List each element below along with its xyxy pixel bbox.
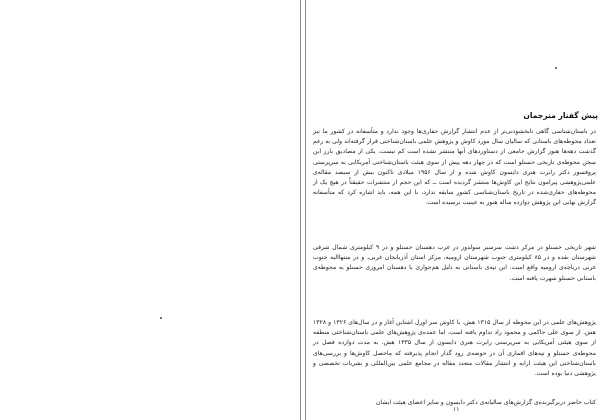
paragraph-4: کتاب حاضر دربرگیرنده‌ی گزارش‌های سالیانه‌ی دکتر دایسون و سایر اعضای هیئت ایشان	[375, 399, 596, 406]
paragraph-3-block	[313, 318, 596, 379]
paragraph-2-block	[313, 243, 596, 284]
page-number: ۱۱	[453, 406, 460, 413]
page-speck	[555, 67, 557, 69]
paragraph-2: شهر تاریخی حسنلو در مرکز دشت سرسبز سولدوز در غرب دهستان حسنلو و در ۹ کیلومتری شمال شرقی شهرستان نقده و در ۸۵ کیلومتری جنوب شهرستان ارومیه، مرکز استان آذربایجان غربی، و در منتهاالیه جنوب غربی دریاچه‌ی ارومیه واقع است. این تپه‌ی باستانی به دلیل هم‌جواری با دهستان امروزی حسنلو به محوطه‌ی باستانی حسنلو شهرت یافته است.	[313, 244, 596, 282]
paragraph-1: در باستان‌شناسی گاهی نابخشودنی‌تر از عدم انتشار گزارش حفاری‌ها وجود ندارد و متأسفانه در کشور ما نیز تعداد محوطه‌های باستانی که سالیان سال مورد کاوش و پژوهش علمی باستان‌شناختی قرار گرفته‌اند ولی به رغم گذشت دهه‌ها هنوز گزارش جامعی از دستاوردهای آنها منتشر نشده است کم نیست. یکی از مصادیق بارز این سخن محوطه‌ی تاریخی حسنلو است که در چهار دهه پیش از سوی هیئت باستان‌شناختی آمریکایی به سرپرستی پروفسور دکتر رابرت هنری دایسون کاوش شده و از سال ۱۹۵۶ میلادی تاکنون بیش از سیصد مقاله‌ی علمی‌پژوهشی پیرامون نتایج این کاوش‌ها منتشر گردیده است ــ که این حجم از منتشرات حقیقتاً در هیچ یک از محوطه‌های حفاری‌شده در تاریخ باستان‌شناسی کشور سابقه ندارد، با این همه، باید اشاره کرد که متأسفانه گزارش نهایی این پژوهش دوازده ساله هنوز به عینیت نرسیده است.	[313, 128, 596, 207]
left-page	[0, 0, 301, 420]
paragraph-1-block	[313, 127, 596, 209]
page-speck	[160, 317, 162, 319]
section-heading: پیش گفتار مترجمان	[523, 111, 598, 120]
paragraph-3: پژوهش‌های علمی در این محوطه از سال ۱۳۱۵ هش. با کاوش سر اورل اشتاین آغاز و در سال‌های ۱۳۲۶ و ۱۳۲۸ هش. از سوی علی حاکمی و محمود راد تداوم یافته است، اما عمده‌ی پژوهش‌های علمی باستان‌شناختی منطقه از سوی هیئتی آمریکایی به سرپرستی رابرت هنری دایسون از سال ۱۳۳۵ هش. به مدت دوازده فصل در محوطه‌ی حسنلو و تپه‌های اقماری آن در حوضه‌ی رود گدار انجام پذیرفته که ماحصل کاوش‌ها و بررسی‌های باستان‌شناختی این هیئت ارایه و انتشار مقالات متعدد مقاله در مجامع علمی بین‌المللی و نشریات تخصصی و پژوهشی دنیا بوده است.	[313, 319, 597, 378]
